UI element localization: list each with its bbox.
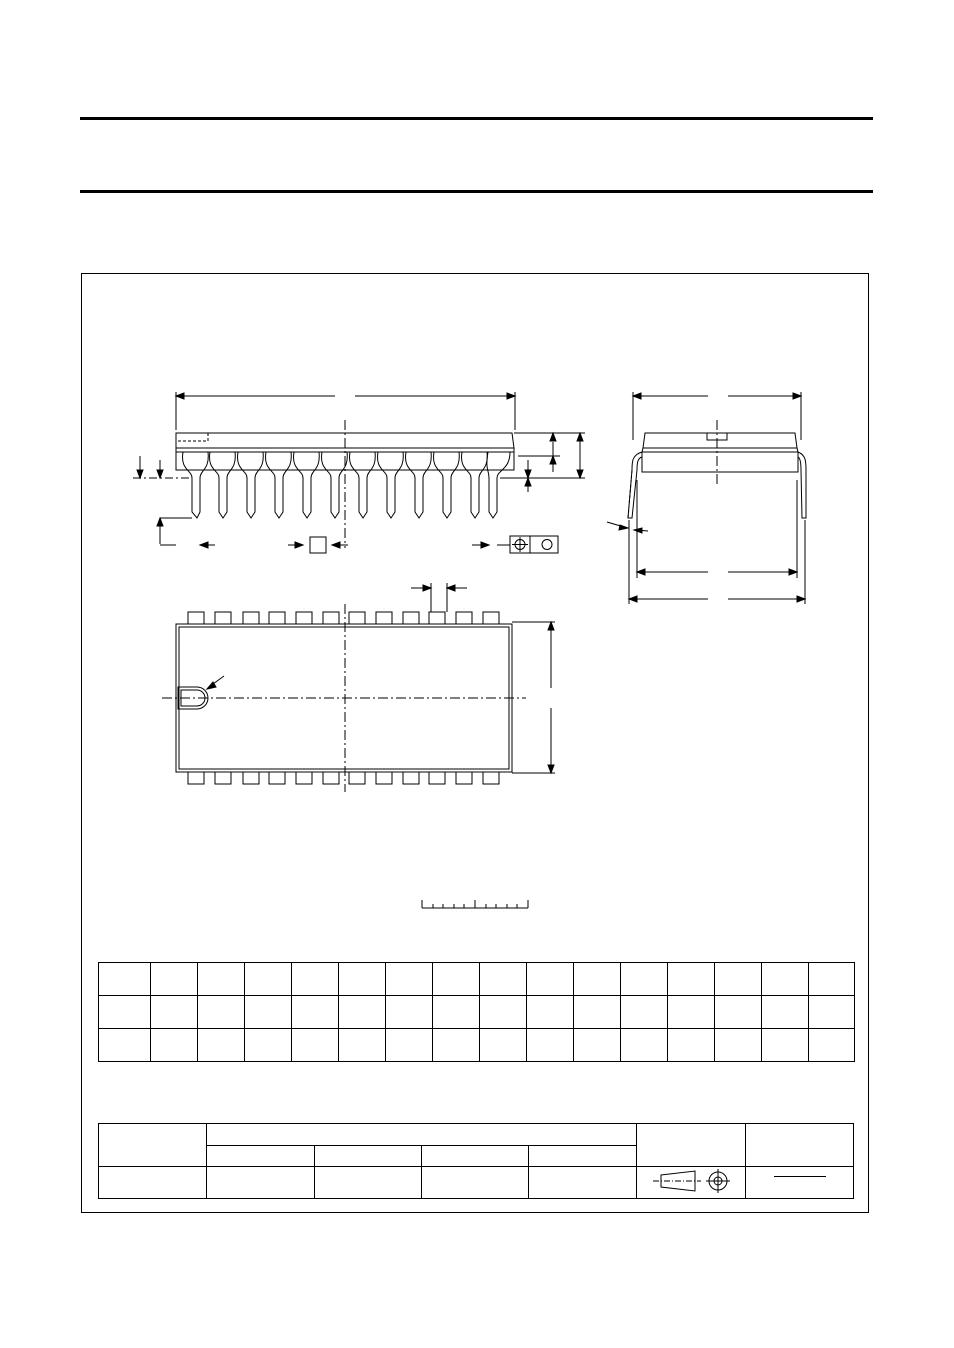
top-view-upper-pads — [188, 612, 499, 624]
position-tolerance-frame — [510, 536, 558, 553]
table-row — [99, 1029, 855, 1062]
outline-version-table — [98, 1123, 854, 1199]
top-view — [162, 583, 555, 792]
table-row — [99, 996, 855, 1029]
table-row — [99, 963, 855, 996]
side-view — [133, 392, 585, 553]
side-view-leads — [183, 452, 510, 518]
scale-bar — [422, 900, 528, 908]
dimensions-table — [98, 962, 855, 1062]
table-row — [99, 1124, 854, 1146]
top-view-lower-pads — [188, 772, 499, 784]
end-view — [607, 392, 806, 604]
first-angle-projection-icon — [643, 1167, 739, 1195]
table-row — [99, 1167, 854, 1199]
issue-date-underline — [774, 1176, 826, 1177]
